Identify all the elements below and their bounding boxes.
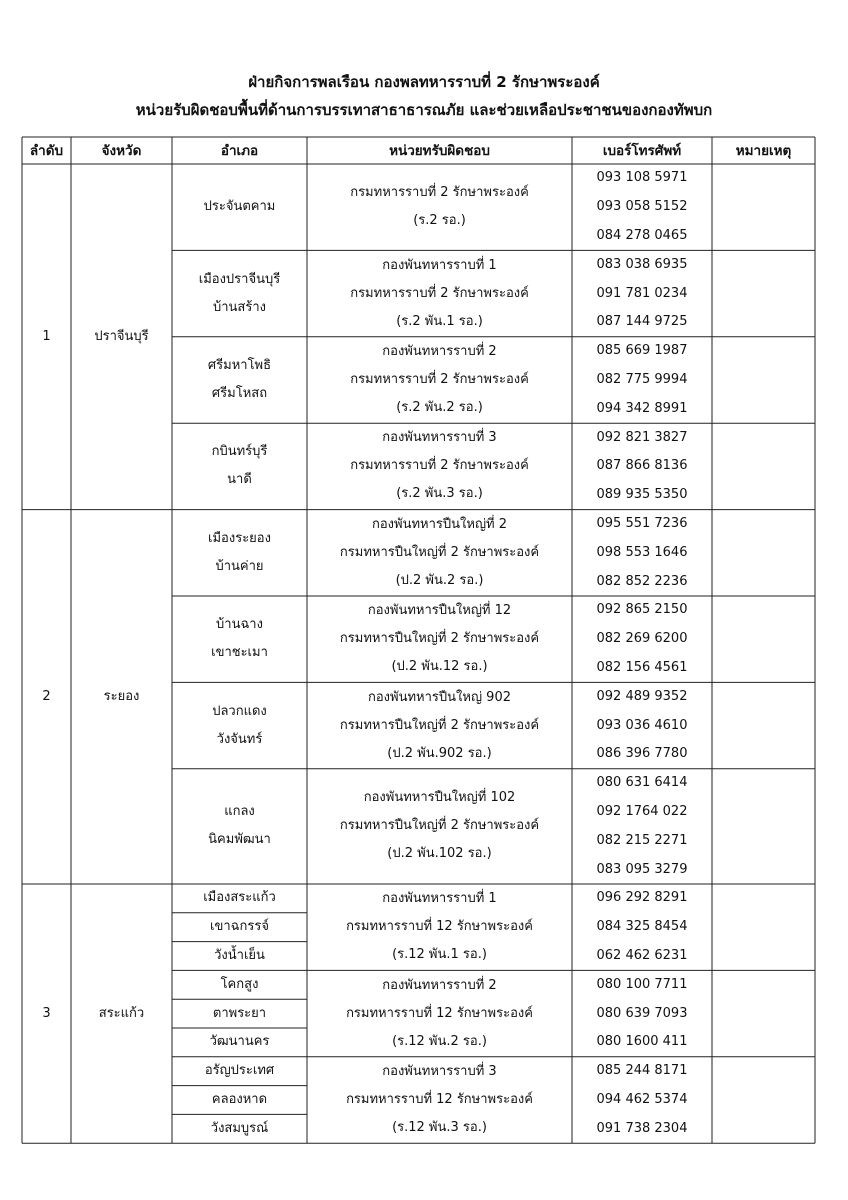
unit-line: กองพันทหารปืนใหญ่ 902 <box>368 689 511 705</box>
unit-line: กรมทหารราบที่ 2 รักษาพระองค์ <box>350 285 529 301</box>
unit-cell <box>307 884 572 970</box>
unit-line: (ป.2 พัน.102 รอ.) <box>387 846 492 862</box>
unit-line: กองพันทหารราบที่ 2 <box>382 343 497 359</box>
district-name: โคกสูง <box>220 976 259 992</box>
unit-cell <box>307 164 572 250</box>
unit-line: (ร.12 พัน.3 รอ.) <box>392 1119 487 1135</box>
phone-number: 082 775 9994 <box>596 371 688 387</box>
unit-line: กองพันทหารปืนใหญ่ที่ 12 <box>367 603 512 619</box>
unit-line: (ร.12 พัน.2 รอ.) <box>392 1033 487 1049</box>
unit-line: (ร.2 รอ.) <box>413 213 466 229</box>
unit-line: กองพันทหารปืนใหญ่ที่ 2 <box>371 516 507 532</box>
unit-line: กองพันทหารปืนใหญ่ที่ 102 <box>363 790 516 806</box>
phone-number: 082 156 4561 <box>596 659 688 675</box>
document-subtitle: หน่วยรับผิดชอบพื้นที่ด้านการบรรเทาสาธาธารณภัย และช่วยเหลือประชาชนของกองทัพบก <box>135 101 713 119</box>
district-cell <box>172 1028 307 1057</box>
header-order: ลำดับ <box>29 142 64 159</box>
phone-number: 091 781 0234 <box>596 285 688 301</box>
district-cell <box>172 769 307 884</box>
phone-number: 080 631 6414 <box>596 775 688 791</box>
phone-number: 080 639 7093 <box>596 1005 688 1021</box>
province-name: ปราจีนบุรี <box>94 328 149 344</box>
unit-line: กองพันทหารราบที่ 3 <box>382 1063 497 1079</box>
unit-cell <box>307 337 572 423</box>
unit-cell <box>307 510 572 596</box>
unit-cell <box>307 596 572 682</box>
remark-cell <box>712 682 815 768</box>
unit-line: กองพันทหารราบที่ 1 <box>382 891 497 907</box>
remark-cell <box>712 337 815 423</box>
header-district: อำเภอ <box>220 142 259 159</box>
phone-number: 093 058 5152 <box>596 199 688 215</box>
district-name: เมืองระยอง <box>208 530 271 546</box>
phone-number: 094 342 8991 <box>596 400 688 416</box>
unit-cell <box>307 682 572 768</box>
district-name: ศรีมหาโพธิ <box>207 357 272 373</box>
district-name: บ้านค่าย <box>215 558 264 574</box>
district-cell <box>172 682 307 768</box>
phone-number: 092 865 2150 <box>596 602 688 618</box>
district-name: ปลวกแดง <box>212 703 267 719</box>
unit-line: กรมทหารราบที่ 2 รักษาพระองค์ <box>350 185 529 201</box>
order-number: 2 <box>42 688 51 704</box>
district-name: ตาพระยา <box>212 1005 267 1021</box>
phone-number: 084 278 0465 <box>596 227 688 243</box>
district-cell <box>172 1114 307 1143</box>
remark-cell <box>712 596 815 682</box>
district-name: บ้านฉาง <box>216 617 263 633</box>
remark-cell <box>712 510 815 596</box>
remark-cell <box>712 250 815 336</box>
district-cell <box>172 913 307 942</box>
phone-number: 095 551 7236 <box>596 515 688 531</box>
district-name: แกลง <box>224 804 255 820</box>
unit-line: (ป.2 พัน.12 รอ.) <box>391 659 488 675</box>
header-unit: หน่วยทรับผิดชอบ <box>389 142 490 159</box>
unit-cell <box>307 250 572 336</box>
header-province: จังหวัด <box>101 142 142 159</box>
district-cell <box>172 942 307 971</box>
remark-cell <box>712 769 815 884</box>
phone-number: 089 935 5350 <box>596 487 688 503</box>
remark-cell <box>712 423 815 509</box>
unit-line: (ร.2 พัน.1 รอ.) <box>396 313 483 329</box>
phone-number: 098 553 1646 <box>596 544 688 560</box>
district-name: นิคมพัฒนา <box>208 832 271 848</box>
phone-number: 084 325 8454 <box>596 919 688 935</box>
district-name: เขาฉกรรจ์ <box>210 919 269 935</box>
district-name: วังสมบูรณ์ <box>210 1120 269 1136</box>
district-name: อรัญประเทศ <box>204 1063 275 1079</box>
phone-number: 087 866 8136 <box>596 458 688 474</box>
district-name: ประจันตคาม <box>203 199 276 215</box>
district-name: วังน้ำเย็น <box>214 947 265 963</box>
unit-line: (ร.12 พัน.1 รอ.) <box>392 947 487 963</box>
phone-number: 062 462 6231 <box>596 947 688 963</box>
unit-line: กรมทหารปืนใหญ่ที่ 2 รักษาพระองค์ <box>339 818 540 834</box>
phone-number: 083 038 6935 <box>596 256 688 272</box>
district-cell <box>172 970 307 999</box>
unit-line: กรมทหารราบที่ 12 รักษาพระองค์ <box>346 1005 533 1021</box>
district-cell <box>172 884 307 913</box>
district-name: นาดี <box>227 472 252 488</box>
header-phone: เบอร์โทรศัพท์ <box>602 142 682 159</box>
district-cell <box>172 1057 307 1086</box>
unit-cell <box>307 1057 572 1143</box>
phone-number: 092 1764 022 <box>596 803 688 819</box>
district-cell <box>172 1086 307 1115</box>
phone-number: 093 036 4610 <box>596 717 688 733</box>
unit-line: กรมทหารราบที่ 12 รักษาพระองค์ <box>346 1091 533 1107</box>
order-number: 3 <box>42 1005 51 1021</box>
district-name: เมืองปราจีนบุรี <box>198 271 281 287</box>
unit-line: กรมทหารราบที่ 2 รักษาพระองค์ <box>350 458 529 474</box>
phone-number: 092 821 3827 <box>596 429 688 445</box>
district-cell <box>172 596 307 682</box>
phone-number: 082 852 2236 <box>596 573 688 589</box>
province-name: ระยอง <box>103 688 140 704</box>
phone-number: 096 292 8291 <box>596 890 688 906</box>
province-name: สระแก้ว <box>98 1005 145 1021</box>
document-title: ฝ่ายกิจการพลเรือน กองพลทหารราบที่ 2 รักษาพระองค์ <box>248 73 600 91</box>
district-cell <box>172 337 307 423</box>
phone-number: 086 396 7780 <box>596 746 688 762</box>
district-name: วัฒนานคร <box>209 1034 270 1050</box>
phone-number: 083 095 3279 <box>596 861 688 877</box>
unit-line: กรมทหารปืนใหญ่ที่ 2 รักษาพระองค์ <box>339 631 540 647</box>
phone-number: 085 244 8171 <box>596 1063 688 1079</box>
unit-line: กรมทหารปืนใหญ่ที่ 2 รักษาพระองค์ <box>339 544 540 560</box>
phone-number: 087 144 9725 <box>596 314 688 330</box>
phone-number: 082 215 2271 <box>596 832 688 848</box>
phone-number: 094 462 5374 <box>596 1091 688 1107</box>
district-name: คลองหาด <box>211 1091 268 1107</box>
phone-number: 080 100 7711 <box>596 976 688 992</box>
phone-number: 085 669 1987 <box>596 343 688 359</box>
unit-line: กรมทหารราบที่ 12 รักษาพระองค์ <box>346 919 533 935</box>
district-cell <box>172 999 307 1028</box>
phone-number: 080 1600 411 <box>596 1034 688 1050</box>
district-cell <box>172 164 307 250</box>
unit-line: (ป.2 พัน.2 รอ.) <box>395 572 484 588</box>
unit-line: กองพันทหารราบที่ 3 <box>382 430 497 446</box>
header-remark: หมายเหตุ <box>735 142 792 159</box>
district-name: วังจันทร์ <box>216 731 263 747</box>
remark-cell <box>712 884 815 970</box>
unit-cell <box>307 769 572 884</box>
unit-line: (ร.2 พัน.2 รอ.) <box>396 399 483 415</box>
district-name: บ้านสร้าง <box>212 299 266 315</box>
unit-line: (ป.2 พัน.902 รอ.) <box>387 745 492 761</box>
order-number: 1 <box>42 328 51 344</box>
unit-cell <box>307 423 572 509</box>
unit-line: กรมทหารราบที่ 2 รักษาพระองค์ <box>350 371 529 387</box>
phone-number: 091 738 2304 <box>596 1120 688 1136</box>
unit-cell <box>307 970 572 1056</box>
district-name: เขาชะเมา <box>211 645 268 661</box>
district-name: ศรีมโหสถ <box>211 385 268 401</box>
district-name: กบินทร์บุรี <box>211 444 268 460</box>
district-name: เมืองสระแก้ว <box>203 890 276 906</box>
district-cell <box>172 423 307 509</box>
unit-line: กองพันทหารราบที่ 1 <box>382 257 497 273</box>
phone-number: 082 269 6200 <box>596 631 688 647</box>
remark-cell <box>712 1057 815 1143</box>
remark-cell <box>712 970 815 1056</box>
unit-line: กรมทหารปืนใหญ่ที่ 2 รักษาพระองค์ <box>339 717 540 733</box>
unit-line: (ร.2 พัน.3 รอ.) <box>396 486 483 502</box>
district-cell <box>172 510 307 596</box>
remark-cell <box>712 164 815 250</box>
unit-line: กองพันทหารราบที่ 2 <box>382 977 497 993</box>
phone-number: 093 108 5971 <box>596 170 688 186</box>
phone-number: 092 489 9352 <box>596 688 688 704</box>
district-cell <box>172 250 307 336</box>
